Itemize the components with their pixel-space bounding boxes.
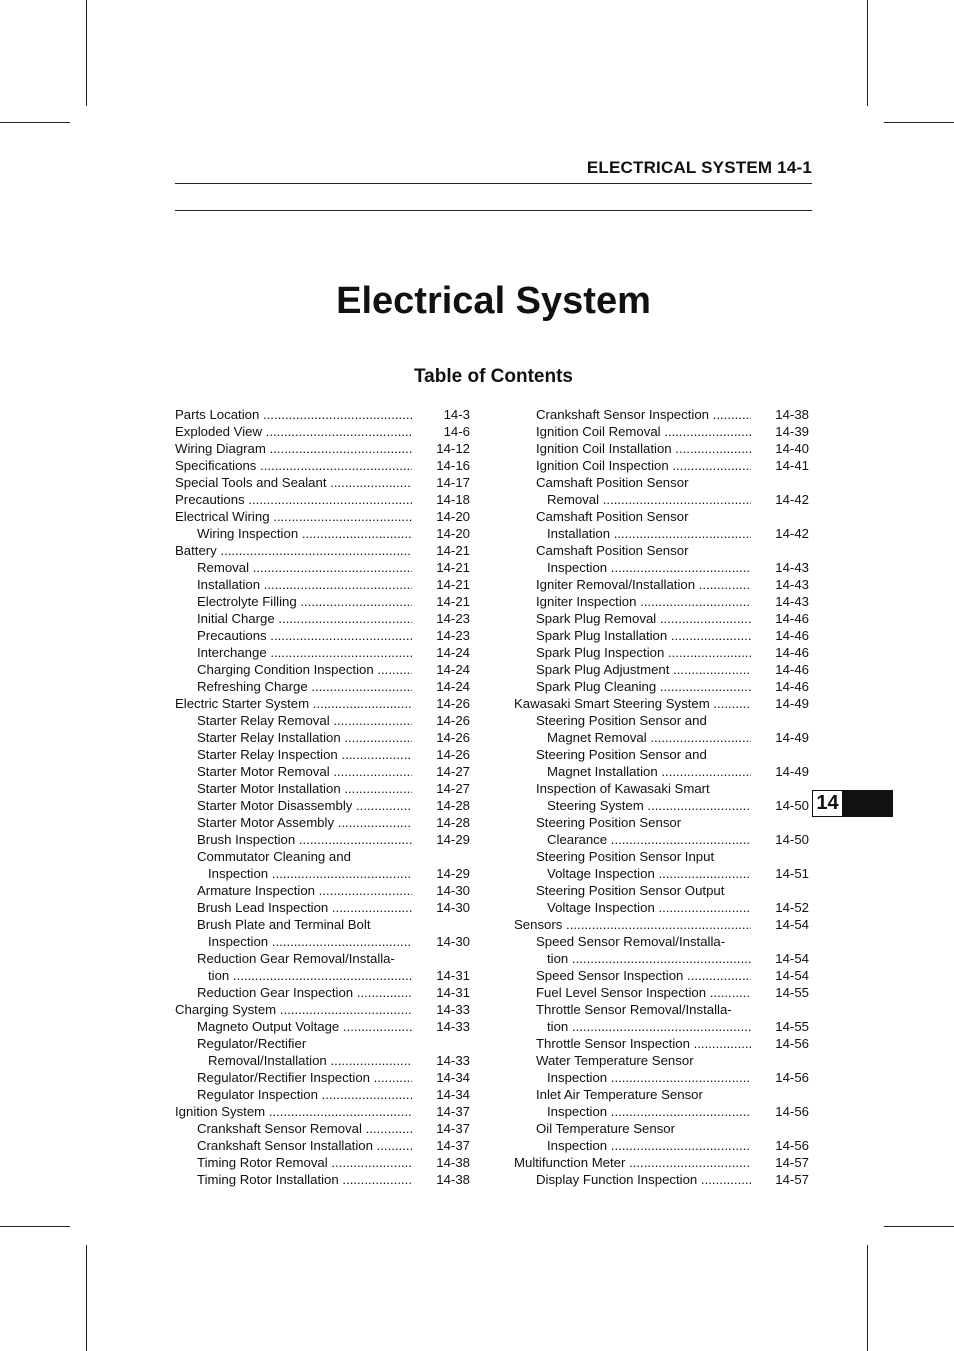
toc-entry[interactable]	[514, 746, 809, 763]
toc-entry[interactable]	[175, 1120, 470, 1137]
toc-entry[interactable]	[175, 746, 470, 763]
toc-entry[interactable]	[175, 984, 470, 1001]
toc-entry-label: Inspection of Kawasaki Smart	[536, 781, 710, 796]
toc-entry[interactable]	[175, 576, 470, 593]
toc-entry[interactable]	[175, 950, 470, 967]
toc-entry-page: 14-28	[436, 798, 470, 813]
toc-entry-page: 14-54	[775, 968, 809, 983]
chapter-tab	[812, 790, 893, 817]
toc-entry-label: Interchange .....	[197, 644, 412, 661]
toc-entry-label: Speed Sensor Removal/Installa-	[536, 934, 726, 949]
toc-entry-page: 14-23	[436, 611, 470, 626]
toc-entry-label: Ignition System .....	[175, 1103, 412, 1120]
toc-entry-page: 14-55	[775, 1019, 809, 1034]
toc-entry-page: 14-46	[775, 645, 809, 660]
toc-entry-label: Reduction Gear Removal/Installa-	[197, 951, 395, 966]
toc-entry-page: 14-30	[436, 934, 470, 949]
toc-entry[interactable]	[175, 916, 470, 933]
toc-entry-label: Camshaft Position Sensor	[536, 475, 689, 490]
toc-entry-page: 14-24	[436, 679, 470, 694]
toc-entry-page: 14-20	[436, 526, 470, 541]
toc-entry-label: Precautions .....	[175, 491, 412, 508]
toc-entry-page: 14-26	[436, 747, 470, 762]
toc-entry-page: 14-30	[436, 883, 470, 898]
toc-entry[interactable]	[175, 491, 470, 508]
toc-entry-label: Brush Plate and Terminal Bolt	[197, 917, 371, 932]
header-rule	[175, 183, 812, 184]
toc-entry[interactable]	[175, 440, 470, 457]
toc-entry-label: Igniter Inspection .....	[536, 593, 751, 610]
toc-entry-page: 14-41	[775, 458, 809, 473]
toc-entry-page: 14-46	[775, 611, 809, 626]
toc-entry-page: 14-27	[436, 781, 470, 796]
toc-entry-page: 14-39	[775, 424, 809, 439]
toc-entry-page: 14-46	[775, 679, 809, 694]
toc-entry-page: 14-49	[775, 730, 809, 745]
toc-entry-page: 14-17	[436, 475, 470, 490]
toc-entry-label: Steering Position Sensor	[536, 815, 682, 830]
toc-entry[interactable]	[175, 661, 470, 678]
toc-entry-label: Regulator Inspection .....	[197, 1086, 412, 1103]
crop-mark	[884, 122, 954, 123]
toc-entry[interactable]	[175, 1035, 470, 1052]
toc-entry-page: 14-46	[775, 662, 809, 677]
toc-entry-label: Clearance .....	[547, 831, 751, 848]
toc-entry-label: Spark Plug Inspection .....	[536, 644, 751, 661]
toc-entry-label: Precautions .....	[197, 627, 412, 644]
toc-entry-label: Reduction Gear Inspection .....	[197, 984, 412, 1001]
toc-entry[interactable]	[175, 882, 470, 899]
toc-entry-label: Steering Position Sensor and	[536, 713, 707, 728]
toc-entry-page: 14-31	[436, 968, 470, 983]
toc-entry-label: Parts Location .....	[175, 406, 412, 423]
toc-entry[interactable]	[175, 1001, 470, 1018]
toc-entry[interactable]	[514, 1086, 809, 1103]
toc-entry[interactable]	[175, 559, 470, 576]
toc-entry[interactable]	[514, 627, 809, 644]
toc-entry-label: Magnet Installation .....	[547, 763, 751, 780]
toc-entry-label: Display Function Inspection .....	[536, 1171, 751, 1188]
toc-entry[interactable]	[175, 831, 470, 848]
toc-entry-page: 14-21	[436, 577, 470, 592]
toc-entry[interactable]	[175, 627, 470, 644]
toc-entry[interactable]	[514, 678, 809, 695]
toc-entry[interactable]	[514, 831, 809, 848]
toc-entry-page: 14-24	[436, 645, 470, 660]
toc-entry-label: Fuel Level Sensor Inspection .....	[536, 984, 751, 1001]
page-title: Electrical System	[336, 280, 651, 322]
toc-entry[interactable]	[514, 1171, 809, 1188]
toc-heading: Table of Contents	[413, 366, 574, 387]
toc-entry[interactable]	[514, 1035, 809, 1052]
toc-entry-label: Removal .....	[197, 559, 412, 576]
toc-entry-page: 14-29	[436, 832, 470, 847]
toc-entry-page: 14-28	[436, 815, 470, 830]
toc-entry[interactable]	[514, 950, 809, 967]
toc-entry-page: 14-26	[436, 713, 470, 728]
toc-entry[interactable]	[175, 712, 470, 729]
toc-entry-label: Commutator Cleaning and	[197, 849, 351, 864]
toc-entry-page: 14-38	[436, 1155, 470, 1170]
toc-entry-page: 14-56	[775, 1036, 809, 1051]
toc-entry-label: tion .....	[547, 1018, 751, 1035]
toc-entry-page: 14-38	[775, 407, 809, 422]
crop-mark	[0, 122, 70, 123]
toc-entry-page: 14-33	[436, 1002, 470, 1017]
toc-entry-label: Timing Rotor Removal .....	[197, 1154, 412, 1171]
toc-entry-page: 14-20	[436, 509, 470, 524]
toc-entry-label: tion .....	[547, 950, 751, 967]
toc-entry-label: Charging Condition Inspection .....	[197, 661, 412, 678]
toc-entry[interactable]	[514, 763, 809, 780]
toc-entry-page: 14-49	[775, 764, 809, 779]
toc-entry[interactable]	[514, 695, 809, 712]
toc-entry-page: 14-3	[443, 407, 470, 422]
toc-entry[interactable]	[175, 542, 470, 559]
toc-entry-page: 14-33	[436, 1053, 470, 1068]
toc-entry[interactable]	[514, 1069, 809, 1086]
toc-entry-label: Brush Inspection .....	[197, 831, 412, 848]
toc-entry-page: 14-21	[436, 594, 470, 609]
toc-entry-label: Exploded View .....	[175, 423, 412, 440]
toc-entry[interactable]	[514, 644, 809, 661]
toc-entry[interactable]	[514, 1103, 809, 1120]
toc-entry-page: 14-43	[775, 560, 809, 575]
toc-entry[interactable]	[514, 491, 809, 508]
toc-entry-page: 14-40	[775, 441, 809, 456]
toc-entry-page: 14-37	[436, 1138, 470, 1153]
toc-entry[interactable]	[175, 610, 470, 627]
toc-entry[interactable]	[514, 508, 809, 525]
toc-entry-label: Special Tools and Sealant .....	[175, 474, 412, 491]
toc-entry-page: 14-52	[775, 900, 809, 915]
toc-entry[interactable]	[514, 865, 809, 882]
toc-entry[interactable]	[175, 1171, 470, 1188]
running-header: ELECTRICAL SYSTEM 14-1	[586, 158, 812, 177]
toc-entry-label: Starter Motor Installation .....	[197, 780, 412, 797]
toc-entry[interactable]	[175, 865, 470, 882]
toc-entry-label: Refreshing Charge .....	[197, 678, 412, 695]
toc-entry-page: 14-46	[775, 628, 809, 643]
toc-entry-page: 14-56	[775, 1138, 809, 1153]
toc-entry[interactable]	[514, 1137, 809, 1154]
toc-entry-label: Ignition Coil Inspection .....	[536, 457, 751, 474]
toc-entry[interactable]	[175, 780, 470, 797]
toc-entry-page: 14-21	[436, 560, 470, 575]
toc-entry-label: Inspection .....	[547, 1137, 751, 1154]
toc-entry-label: Starter Relay Installation .....	[197, 729, 412, 746]
toc-entry-label: Timing Rotor Installation .....	[197, 1171, 412, 1188]
toc-entry-label: Starter Motor Disassembly .....	[197, 797, 412, 814]
toc-entry-label: Voltage Inspection .....	[547, 899, 751, 916]
crop-mark	[884, 1226, 954, 1227]
toc-entry-label: Magnet Removal .....	[547, 729, 751, 746]
toc-entry-label: Sensors .....	[514, 916, 751, 933]
toc-entry[interactable]	[514, 610, 809, 627]
toc-entry-label: Battery .....	[175, 542, 412, 559]
toc-entry-page: 14-24	[436, 662, 470, 677]
toc-entry-label: Inspection .....	[208, 933, 412, 950]
toc-entry-label: Charging System .....	[175, 1001, 412, 1018]
toc-entry-page: 14-27	[436, 764, 470, 779]
toc-entry[interactable]	[514, 780, 809, 797]
toc-entry-label: Inspection .....	[547, 559, 751, 576]
crop-mark	[867, 0, 868, 106]
toc-entry-label: Wiring Diagram .....	[175, 440, 412, 457]
toc-entry-page: 14-50	[775, 798, 809, 813]
toc-entry-label: Starter Relay Removal .....	[197, 712, 412, 729]
toc-entry-page: 14-56	[775, 1104, 809, 1119]
toc-entry-page: 14-54	[775, 951, 809, 966]
toc-entry[interactable]	[175, 1154, 470, 1171]
toc-entry-label: Ignition Coil Removal .....	[536, 423, 751, 440]
toc-entry[interactable]	[175, 1018, 470, 1035]
toc-entry[interactable]	[175, 406, 470, 423]
toc-entry[interactable]	[514, 440, 809, 457]
toc-entry-label: Removal/Installation .....	[208, 1052, 412, 1069]
toc-entry-label: Wiring Inspection .....	[197, 525, 412, 542]
toc-entry-label: Steering Position Sensor Output	[536, 883, 725, 898]
toc-entry[interactable]	[514, 848, 809, 865]
toc-entry-label: Camshaft Position Sensor	[536, 509, 689, 524]
toc-entry-label: Brush Lead Inspection .....	[197, 899, 412, 916]
toc-entry[interactable]	[514, 423, 809, 440]
toc-entry-label: Spark Plug Installation .....	[536, 627, 751, 644]
toc-entry[interactable]	[514, 559, 809, 576]
toc-entry[interactable]	[514, 1154, 809, 1171]
toc-entry-label: Voltage Inspection .....	[547, 865, 751, 882]
toc-entry-page: 14-31	[436, 985, 470, 1000]
toc-entry[interactable]	[514, 797, 809, 814]
toc-entry[interactable]	[175, 729, 470, 746]
crop-mark	[86, 0, 87, 106]
toc-entry[interactable]	[514, 474, 809, 491]
toc-entry-page: 14-42	[775, 526, 809, 541]
toc-entry[interactable]	[175, 593, 470, 610]
toc-entry-label: Water Temperature Sensor	[536, 1053, 694, 1068]
toc-entry[interactable]	[175, 933, 470, 950]
toc-entry-label: Removal .....	[547, 491, 751, 508]
toc-entry-label: Multifunction Meter .....	[514, 1154, 751, 1171]
toc-entry-page: 14-6	[443, 424, 470, 439]
toc-entry[interactable]	[175, 1137, 470, 1154]
toc-entry[interactable]	[514, 542, 809, 559]
toc-entry-page: 14-51	[775, 866, 809, 881]
toc-entry-label: Electric Starter System .....	[175, 695, 412, 712]
toc-entry[interactable]	[175, 474, 470, 491]
toc-entry-label: Spark Plug Cleaning .....	[536, 678, 751, 695]
toc-entry[interactable]	[175, 1052, 470, 1069]
toc-entry-label: Initial Charge .....	[197, 610, 412, 627]
toc-entry-label: Inlet Air Temperature Sensor	[536, 1087, 703, 1102]
toc-entry-label: Electrolyte Filling .....	[197, 593, 412, 610]
toc-entry[interactable]	[514, 729, 809, 746]
toc-entry-label: Armature Inspection .....	[197, 882, 412, 899]
toc-entry-page: 14-43	[775, 577, 809, 592]
toc-entry[interactable]	[514, 814, 809, 831]
toc-entry[interactable]	[514, 984, 809, 1001]
toc-entry-label: Kawasaki Smart Steering System .....	[514, 695, 751, 712]
toc-entry[interactable]	[514, 576, 809, 593]
toc-entry[interactable]	[514, 1001, 809, 1018]
toc-entry-label: Crankshaft Sensor Inspection .....	[536, 406, 751, 423]
toc-entry-label: Inspection .....	[547, 1069, 751, 1086]
toc-entry-label: Inspection .....	[208, 865, 412, 882]
toc-entry[interactable]	[514, 712, 809, 729]
toc-entry[interactable]	[514, 882, 809, 899]
toc-entry[interactable]	[514, 661, 809, 678]
crop-mark	[0, 1226, 70, 1227]
toc-entry-page: 14-43	[775, 594, 809, 609]
toc-entry[interactable]	[175, 1069, 470, 1086]
toc-entry-label: tion .....	[208, 967, 412, 984]
chapter-tab-number: 14	[813, 791, 842, 816]
toc-entry-page: 14-55	[775, 985, 809, 1000]
toc-entry[interactable]	[514, 899, 809, 916]
toc-entry[interactable]	[175, 763, 470, 780]
toc-entry-page: 14-57	[775, 1172, 809, 1187]
toc-entry-label: Regulator/Rectifier Inspection .....	[197, 1069, 412, 1086]
toc-entry-page: 14-54	[775, 917, 809, 932]
toc-entry[interactable]	[175, 1086, 470, 1103]
toc-entry[interactable]	[514, 1018, 809, 1035]
toc-entry[interactable]	[514, 933, 809, 950]
toc-entry-page: 14-26	[436, 696, 470, 711]
toc-entry-page: 14-29	[436, 866, 470, 881]
toc-entry-label: Camshaft Position Sensor	[536, 543, 689, 558]
toc-entry[interactable]	[514, 457, 809, 474]
toc-entry-page: 14-12	[436, 441, 470, 456]
toc-entry[interactable]	[175, 797, 470, 814]
toc-entry[interactable]	[175, 967, 470, 984]
toc-entry-page: 14-42	[775, 492, 809, 507]
toc-entry-page: 14-57	[775, 1155, 809, 1170]
toc-entry-page: 14-37	[436, 1121, 470, 1136]
crop-mark	[867, 1245, 868, 1351]
toc-entry-label: Crankshaft Sensor Installation .....	[197, 1137, 412, 1154]
toc-entry-label: Spark Plug Adjustment .....	[536, 661, 751, 678]
toc-entry[interactable]	[514, 525, 809, 542]
toc-entry-label: Specifications .....	[175, 457, 412, 474]
toc-entry-page: 14-50	[775, 832, 809, 847]
toc-entry[interactable]	[514, 406, 809, 423]
toc-entry-label: Throttle Sensor Inspection .....	[536, 1035, 751, 1052]
toc-entry-label: Steering Position Sensor Input	[536, 849, 715, 864]
toc-entry-page: 14-34	[436, 1087, 470, 1102]
toc-entry-label: Starter Motor Assembly .....	[197, 814, 412, 831]
toc-entry-page: 14-18	[436, 492, 470, 507]
toc-entry-page: 14-26	[436, 730, 470, 745]
toc-entry-label: Inspection .....	[547, 1103, 751, 1120]
toc-entry[interactable]	[514, 1052, 809, 1069]
toc-entry-page: 14-21	[436, 543, 470, 558]
toc-entry-page: 14-37	[436, 1104, 470, 1119]
header-rule-lower	[175, 210, 812, 211]
toc-entry-label: Ignition Coil Installation .....	[536, 440, 751, 457]
toc-column-right	[514, 406, 809, 1188]
toc-entry[interactable]	[175, 1103, 470, 1120]
toc-entry-page: 14-34	[436, 1070, 470, 1085]
toc-entry-label: Installation .....	[197, 576, 412, 593]
toc-entry[interactable]	[175, 525, 470, 542]
toc-entry[interactable]	[175, 899, 470, 916]
toc-entry-label: Igniter Removal/Installation .....	[536, 576, 751, 593]
toc-entry-page: 14-23	[436, 628, 470, 643]
toc-entry-label: Starter Motor Removal .....	[197, 763, 412, 780]
toc-entry-page: 14-38	[436, 1172, 470, 1187]
toc-entry[interactable]	[514, 916, 809, 933]
toc-entry-label: Installation .....	[547, 525, 751, 542]
toc-entry-label: Throttle Sensor Removal/Installa-	[536, 1002, 732, 1017]
toc-entry[interactable]	[175, 814, 470, 831]
toc-entry-label: Starter Relay Inspection .....	[197, 746, 412, 763]
toc-entry-label: Regulator/Rectifier	[197, 1036, 307, 1051]
toc-entry[interactable]	[175, 457, 470, 474]
toc-entry-page: 14-33	[436, 1019, 470, 1034]
toc-entry[interactable]	[175, 678, 470, 695]
toc-entry[interactable]	[514, 967, 809, 984]
toc-entry[interactable]	[175, 508, 470, 525]
toc-entry-page: 14-56	[775, 1070, 809, 1085]
toc-entry-page: 14-30	[436, 900, 470, 915]
toc-entry-label: Steering System .....	[547, 797, 751, 814]
toc-entry-label: Oil Temperature Sensor	[536, 1121, 676, 1136]
toc-entry[interactable]	[175, 848, 470, 865]
toc-entry[interactable]	[175, 423, 470, 440]
toc-entry-label: Speed Sensor Inspection .....	[536, 967, 751, 984]
toc-entry-label: Electrical Wiring .....	[175, 508, 412, 525]
toc-entry[interactable]	[175, 644, 470, 661]
crop-mark	[86, 1245, 87, 1351]
toc-entry-label: Crankshaft Sensor Removal .....	[197, 1120, 412, 1137]
toc-entry-label: Steering Position Sensor and	[536, 747, 707, 762]
toc-entry-page: 14-49	[775, 696, 809, 711]
toc-entry-page: 14-16	[436, 458, 470, 473]
toc-entry-label: Spark Plug Removal .....	[536, 610, 751, 627]
toc-entry[interactable]	[514, 593, 809, 610]
toc-entry-label: Magneto Output Voltage .....	[197, 1018, 412, 1035]
toc-column-left	[175, 406, 470, 1188]
toc-entry[interactable]	[514, 1120, 809, 1137]
toc-entry[interactable]	[175, 695, 470, 712]
